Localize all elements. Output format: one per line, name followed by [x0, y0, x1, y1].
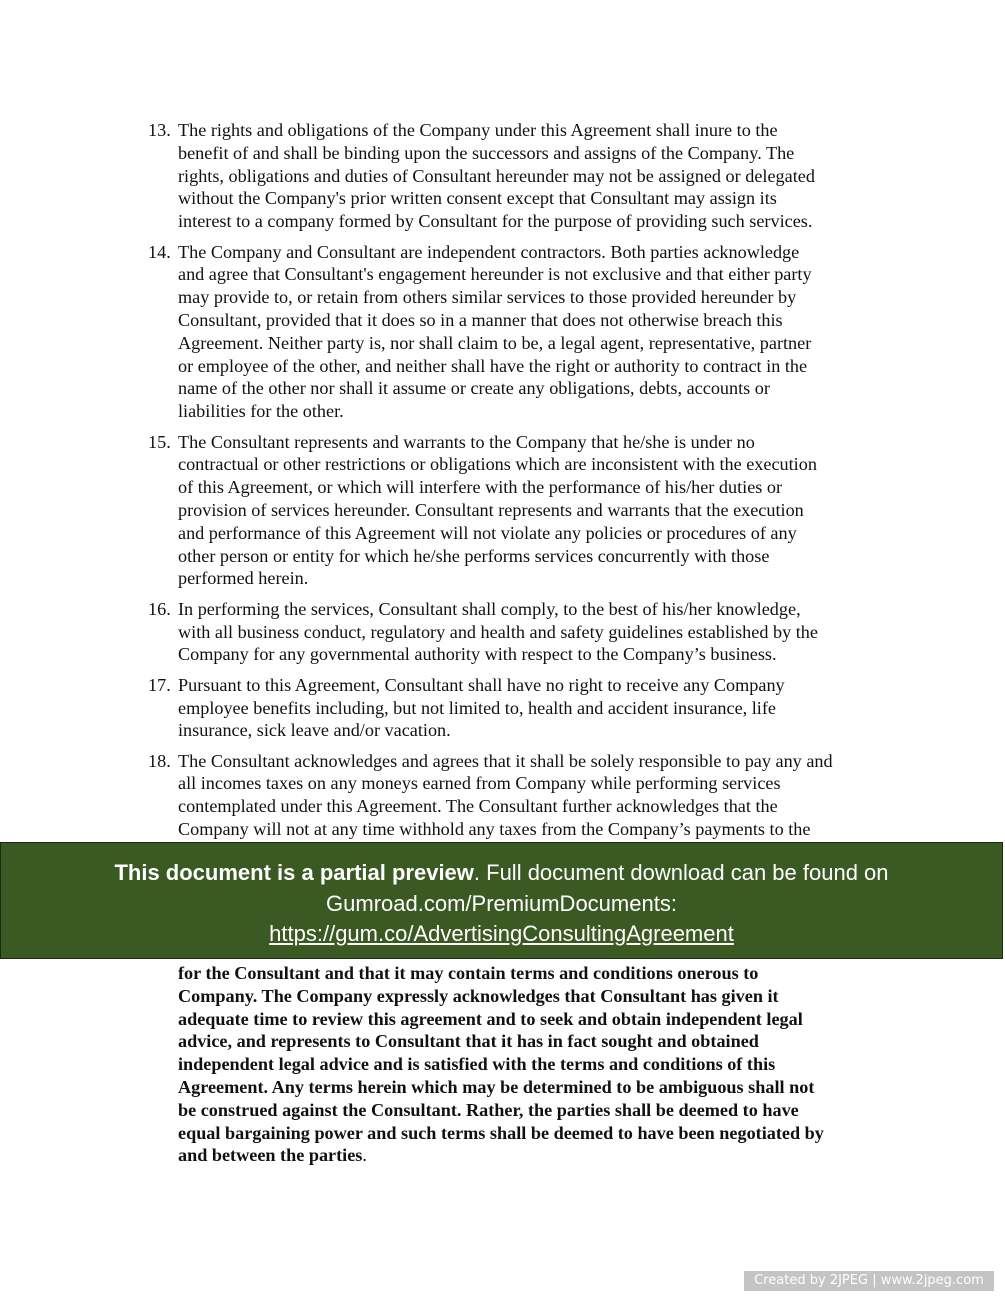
clause-line: insurance, sick leave and/or vacation. — [178, 720, 451, 741]
clause-number: 14. — [148, 241, 171, 262]
clause-line: performed herein. — [178, 568, 309, 589]
clause-line: and agree that Consultant's engagement hereunder is not exclusive and that either party — [178, 264, 812, 285]
download-link[interactable]: https://gum.co/AdvertisingConsultingAgreement — [269, 921, 734, 946]
clause-line: rights, obligations and duties of Consultant hereunder may not be assigned or delegated — [178, 165, 815, 186]
clause-line: be construed against the Consultant. Rather, the parties shall be deemed to have — [178, 1099, 799, 1120]
clause-line: interest to a company formed by Consultant for the purpose of providing such services. — [178, 211, 813, 232]
clause-line: name of the other nor shall it assume or create any obligations, debts, accounts or — [178, 378, 770, 399]
clause-line: employee benefits including, but not limited to, health and accident insurance, life — [178, 697, 776, 718]
clause-line: contemplated under this Agreement. The Consultant further acknowledges that the — [178, 796, 778, 817]
clause-number: 13. — [148, 120, 171, 140]
clause-line: provision of services hereunder. Consultant represents and warrants that the execution — [178, 499, 804, 520]
clause-line: Company. The Company expressly acknowledges that Consultant has given it — [178, 985, 779, 1006]
bold-clause — [178, 962, 824, 1167]
clause-line: contractual or other restrictions or obligations which are inconsistent with the execution — [178, 454, 817, 475]
clause-line: liabilities for the other. — [178, 401, 344, 422]
clause-item — [148, 598, 908, 666]
clause-line: Company will not at any time withhold any taxes from the Company’s payments to the — [178, 819, 811, 840]
clause-line: equal bargaining power and such terms shall be deemed to have been negotiated by — [178, 1122, 824, 1143]
banner-text: . Full document download can be found on — [473, 860, 889, 885]
clause-last-end: . — [362, 1145, 367, 1166]
clause-item — [148, 750, 908, 841]
clause-line: The Consultant acknowledges and agrees that it shall be solely responsible to pay any and — [178, 750, 833, 771]
clause-line: Agreement. Any terms herein which may be determined to be ambiguous shall not — [178, 1076, 815, 1097]
clause-number: 18. — [148, 750, 171, 771]
clause-number: 17. — [148, 674, 171, 695]
clause-line: with all business conduct, regulatory and health and safety guidelines established by the — [178, 621, 818, 642]
clause-number: 15. — [148, 431, 171, 452]
clause-line: The Consultant represents and warrants to the Company that he/she is under no — [178, 431, 755, 452]
clause-line: and performance of this Agreement will not violate any policies or procedures of any — [178, 522, 797, 543]
clause-line: In performing the services, Consultant shall comply, to the best of his/her knowledge, — [178, 598, 801, 619]
clause-line: without the Company's prior written consent except that Consultant may assign its — [178, 188, 777, 209]
clause-line: advice, and represents to Consultant that it has in fact sought and obtained — [178, 1031, 759, 1052]
clause-line: The rights and obligations of the Company under this Agreement shall inure to the — [178, 120, 778, 140]
clause-line: adequate time to review this agreement and to seek and obtain independent legal — [178, 1008, 803, 1029]
clause-last-bold: and between the parties — [178, 1145, 363, 1166]
clause-item — [148, 119, 908, 233]
clause-line: Company for any governmental authority with respect to the Company’s business. — [178, 644, 777, 665]
clause-line: Agreement. Neither party is, nor shall claim to be, a legal agent, representative, partner — [178, 332, 812, 353]
clause-line: The Company and Consultant are independent contractors. Both parties acknowledge — [178, 241, 800, 262]
clause-line: independent legal advice and is satisfied with the terms and conditions of this — [178, 1054, 776, 1075]
watermark: Created by 2JPEG | www.2jpeg.com — [744, 1271, 994, 1291]
clause-line: may provide to, or retain from others similar services to those provided hereunder by — [178, 287, 797, 308]
clause-number: 16. — [148, 598, 171, 619]
clause-line: other person or entity for which he/she performs services concurrently with those — [178, 545, 770, 566]
clause-line: all incomes taxes on any moneys earned from Company while performing services — [178, 773, 781, 794]
clause-last-line — [178, 1144, 824, 1167]
clause-line: Pursuant to this Agreement, Consultant shall have no right to receive any Company — [178, 674, 785, 695]
clause-line: of this Agreement, or which will interfere with the performance of his/her duties or — [178, 477, 783, 498]
clause-item — [148, 674, 908, 742]
clause-line: benefit of and shall be binding upon the successors and assigns of the Company. The — [178, 142, 795, 163]
banner-bold-text: This document is a partial preview — [114, 860, 474, 885]
clause-item — [148, 431, 908, 591]
clause-item — [148, 241, 908, 423]
clause-line: or employee of the other, and neither shall have the right or authority to contract in the — [178, 355, 808, 376]
clause-line: Consultant, provided that it does so in a manner that does not otherwise breach this — [178, 309, 783, 330]
document-body — [148, 119, 908, 848]
preview-banner — [0, 842, 1003, 959]
banner-line2: Gumroad.com/PremiumDocuments: — [326, 890, 677, 916]
clause-line: for the Consultant and that it may contain terms and conditions onerous to — [178, 963, 759, 983]
